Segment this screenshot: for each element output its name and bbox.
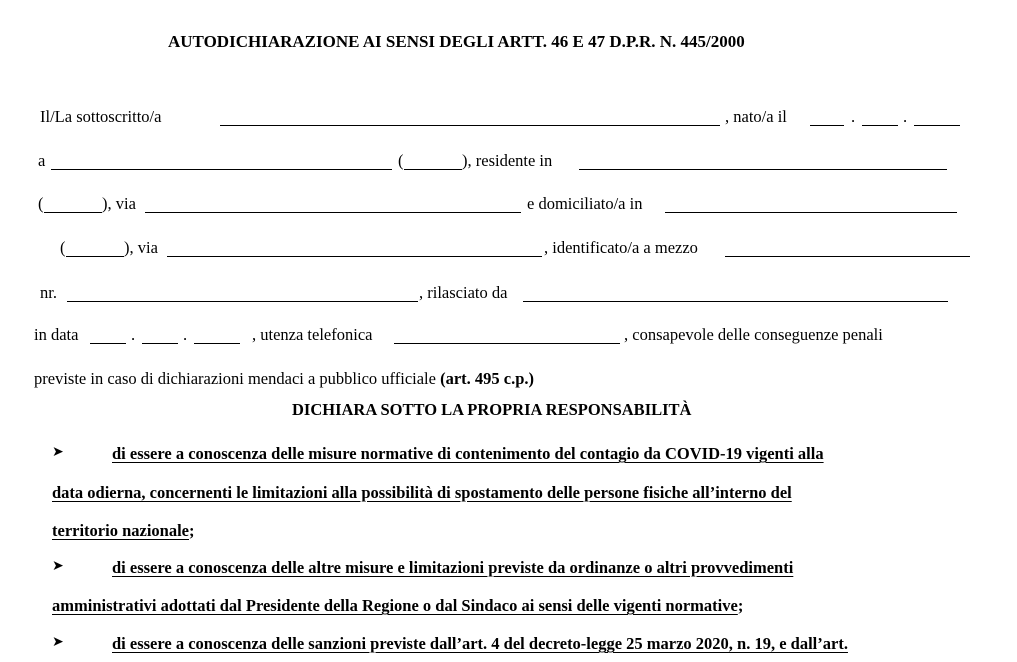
declaration-item-3-line-1: di essere a conoscenza delle sanzioni previste dall’art. 4 del decreto-legge 25 marzo 2020, n. 19, e dall’art. xyxy=(112,634,848,653)
label-born: , nato/a il xyxy=(725,107,787,126)
open-paren: ( xyxy=(398,151,404,170)
label-subscriber: Il/La sottoscritto/a xyxy=(40,107,162,126)
field-document-number-line[interactable] xyxy=(67,301,418,302)
semicolon: ; xyxy=(189,521,195,540)
field-residence-street-line[interactable] xyxy=(145,212,521,213)
label-identificato: , identificato/a a mezzo xyxy=(544,238,698,257)
declaration-item-1-line-1: di essere a conoscenza delle misure normative di contenimento del contagio da COVID-19 vigenti alla xyxy=(112,444,824,463)
label-rilasciato: , rilasciato da xyxy=(419,283,508,302)
semicolon: ; xyxy=(737,596,744,615)
field-residence-line[interactable] xyxy=(579,169,947,170)
declaration-item-2-line-2 xyxy=(52,598,743,615)
declaration-item-2-line-2-text: amministrativi adottati dal Presidente della Regione o dal Sindaco ai sensi delle vigenti normative xyxy=(52,596,738,615)
dot-separator: . xyxy=(131,325,136,344)
dot-separator: . xyxy=(851,107,856,126)
label-in-data: in data xyxy=(34,325,79,344)
art-reference: (art. 495 c.p.) xyxy=(440,369,535,388)
declaration-item-1-line-3-text: territorio nazionale xyxy=(52,521,189,540)
field-birth-month-line[interactable] xyxy=(862,125,898,126)
field-issue-month-line[interactable] xyxy=(142,343,178,344)
field-issue-day-line[interactable] xyxy=(90,343,126,344)
field-issue-year-line[interactable] xyxy=(194,343,240,344)
label-previste xyxy=(34,371,534,388)
dot-separator: . xyxy=(183,325,188,344)
label-domiciliato: e domiciliato/a in xyxy=(527,194,643,213)
arrow-bullet-icon: ➤ xyxy=(52,635,64,650)
field-residence-province-line[interactable] xyxy=(44,212,102,213)
field-domicile-street-line[interactable] xyxy=(167,256,542,257)
field-phone-line[interactable] xyxy=(394,343,620,344)
open-paren: ( xyxy=(38,194,44,213)
declaration-item-2-line-1: di essere a conoscenza delle altre misure e limitazioni previste da ordinanze o altri provvedimenti xyxy=(112,558,794,577)
declaration-item-1-line-2: data odierna, concernenti le limitazioni alla possibilità di spostamento delle persone fisiche all’interno del xyxy=(52,483,792,502)
label-utenza: , utenza telefonica xyxy=(252,325,373,344)
field-domicile-province-line[interactable] xyxy=(66,256,124,257)
label-nr: nr. xyxy=(40,283,57,302)
previste-text: previste in caso di dichiarazioni mendaci a pubblico ufficiale xyxy=(34,369,436,388)
dot-separator: . xyxy=(903,107,908,126)
field-id-document-line[interactable] xyxy=(725,256,970,257)
field-name-line[interactable] xyxy=(220,125,720,126)
field-birth-province-line[interactable] xyxy=(404,169,462,170)
label-a: a xyxy=(38,151,46,170)
label-via: ), via xyxy=(102,194,136,213)
declaration-heading: DICHIARA SOTTO LA PROPRIA RESPONSABILITÀ xyxy=(292,400,692,419)
label-residente: ), residente in xyxy=(462,151,553,170)
label-consapevole: , consapevole delle conseguenze penali xyxy=(624,325,883,344)
open-paren: ( xyxy=(60,238,66,257)
field-birth-day-line[interactable] xyxy=(810,125,844,126)
arrow-bullet-icon: ➤ xyxy=(52,445,64,460)
field-domicile-line[interactable] xyxy=(665,212,957,213)
declaration-item-1-line-3 xyxy=(52,523,195,540)
arrow-bullet-icon: ➤ xyxy=(52,559,64,574)
label-via: ), via xyxy=(124,238,158,257)
field-birthplace-line[interactable] xyxy=(51,169,392,170)
field-issuer-line[interactable] xyxy=(523,301,948,302)
field-birth-year-line[interactable] xyxy=(914,125,960,126)
document-title: AUTODICHIARAZIONE AI SENSI DEGLI ARTT. 46 E 47 D.P.R. N. 445/2000 xyxy=(168,32,745,51)
